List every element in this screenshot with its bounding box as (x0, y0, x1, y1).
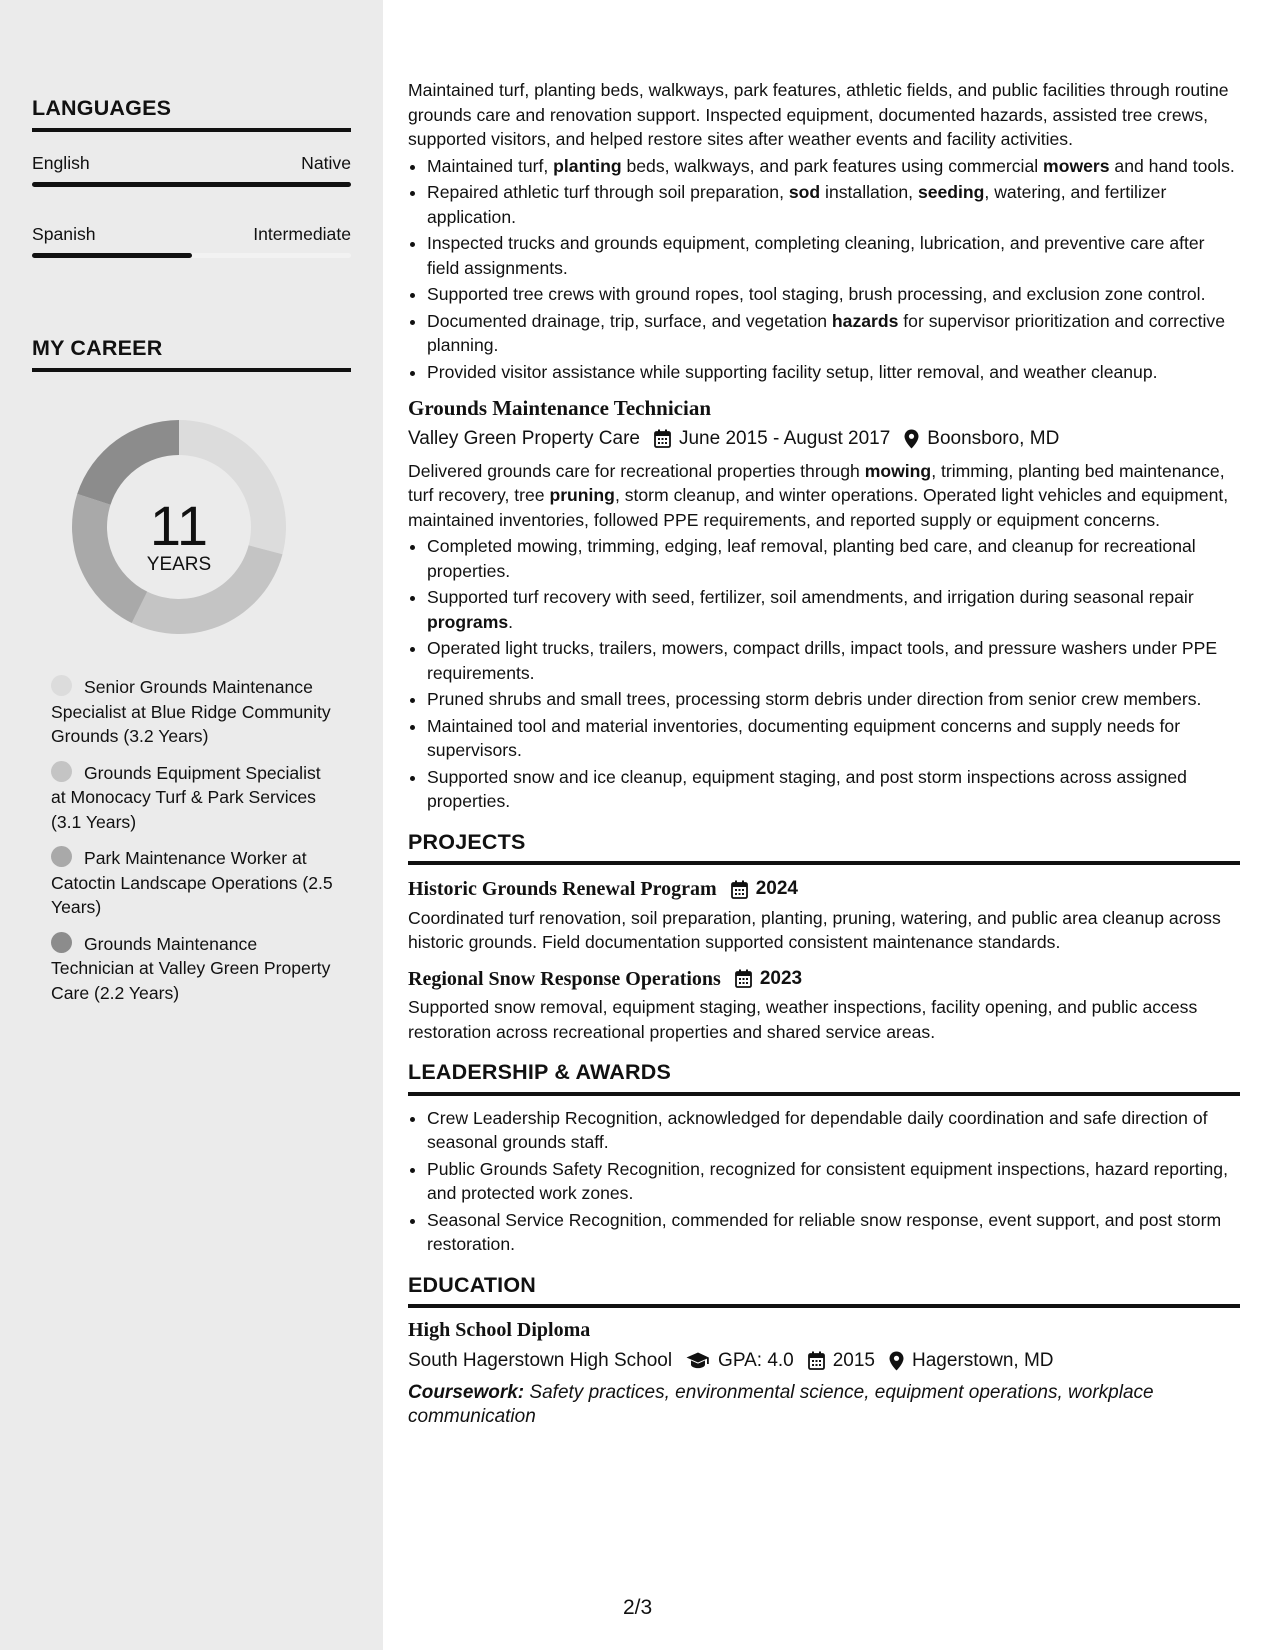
job-company: Valley Green Property Care (408, 427, 640, 449)
graduation-cap-icon (686, 1352, 710, 1369)
career-legend-label: Senior Grounds Maintenance Specialist at Blue Ridge Community Grounds (3.2 Years) (51, 677, 331, 746)
language-proficiency-fill (32, 182, 351, 187)
career-legend-label: Grounds Maintenance Technician at Valley Green Property Care (2.2 Years) (51, 933, 331, 1003)
text-run: Delivered grounds care for recreational properties through (408, 460, 865, 481)
text-run: Inspected trucks and grounds equipment, completing cleaning, lubrication, and preventive care after field assignments. (427, 233, 1205, 278)
education-section (408, 1273, 1240, 1429)
bullet-item (427, 765, 1240, 814)
job-title: Grounds Maintenance Technician (408, 396, 712, 420)
text-run: Supported snow and ice cleanup, equipment staging, and post storm inspections across assigned properties. (427, 766, 1187, 811)
page-number: 2/3 (623, 1596, 653, 1619)
bold-keyword: mowing (864, 460, 932, 481)
coursework-label: Coursework: (408, 1381, 525, 1403)
job-entry (408, 78, 1240, 384)
language-item (32, 152, 351, 187)
donut-segment (77, 420, 179, 505)
project-title: Historic Grounds Renewal Program (408, 878, 717, 900)
text-run: , watering, and fertilizer application. (427, 182, 1167, 227)
bold-keyword: mowers (1043, 155, 1110, 176)
calendar-icon (735, 969, 752, 988)
education-gpa: GPA: 4.0 (718, 1349, 794, 1371)
project-title: Regional Snow Response Operations (408, 967, 721, 990)
calendar-icon (808, 1351, 825, 1370)
text-run: and hand tools. (1109, 155, 1235, 176)
donut-segment (72, 494, 147, 623)
bullet-item (427, 231, 1240, 280)
bullet-item (427, 534, 1240, 583)
bold-keyword: hazards (831, 310, 899, 331)
text-run: . (508, 611, 514, 632)
award-item: • Crew Leadership Recognition, acknowledged for dependable daily coordination and safe direction of seasonal grounds staff. (427, 1106, 1240, 1155)
language-level: Native (301, 153, 351, 173)
text-run: Repaired athletic turf through soil preparation, (427, 182, 789, 202)
language-proficiency-bar (32, 182, 351, 187)
project-year: 2023 (759, 967, 803, 989)
education-year: 2015 (832, 1349, 876, 1371)
career-legend-label: Park Maintenance Worker at Catoctin Landscape Operations (2.5 Years) (51, 848, 333, 917)
text-run: Provided visitor assistance while supporting facility setup, litter removal, and weather cleanup. (427, 361, 1158, 382)
text-run: Completed mowing, trimming, edging, leaf removal, planting bed care, and cleanup for recreational properties. (427, 536, 1196, 581)
project-description: Supported snow removal, equipment staging, weather inspections, facility opening, and public access restoration across recreational properties and shared service areas. (408, 997, 1198, 1042)
language-proficiency-bar (32, 253, 351, 258)
languages-heading: LANGUAGES (32, 96, 351, 132)
projects-section (408, 830, 1240, 1045)
award-item: • Public Grounds Safety Recognition, recognized for consistent equipment inspections, hazard reporting, and protected work zones. (427, 1157, 1240, 1206)
award-item: • Seasonal Service Recognition, commended for reliable snow response, event support, and post storm restoration. (427, 1208, 1240, 1257)
job-summary: Maintained turf, planting beds, walkways, park features, athletic fields, and public facilities through routine grounds care and renovation support. Inspected equipment, documented hazards, assisted tree crews, supported visitors, and helped restore sites after weather events and facility activities. (408, 80, 1229, 149)
job-bullets (408, 154, 1240, 385)
coursework-text: Safety practices, environmental science, equipment operations, workplace communication (408, 1381, 1154, 1427)
project-description: Coordinated turf renovation, soil preparation, planting, pruning, watering, and public area cleanup across historic grounds. Field documentation supported consistent maintenance standards. (408, 907, 1221, 952)
education-degree: High School Diploma (408, 1319, 591, 1341)
projects-heading: PROJECTS (408, 830, 1240, 866)
awards-section (408, 1060, 1240, 1257)
text-run: for supervisor prioritization and corrective planning. (427, 310, 1225, 355)
text-run: , storm cleanup, and winter operations. Operated light vehicles and equipment, maintained inventories, followed PPE requirements, and reported supply or equipment concerns. (408, 485, 1229, 530)
bold-keyword: planting (553, 155, 622, 176)
text-run: Documented drainage, trip, surface, and vegetation (427, 310, 832, 331)
languages-section (32, 96, 351, 258)
location-pin-icon (904, 429, 919, 449)
education-meta (408, 1347, 1240, 1375)
bullet-item (427, 309, 1240, 358)
job-summary (408, 459, 1240, 533)
project-entry (408, 967, 1240, 1045)
project-entry (408, 877, 1240, 955)
career-section (32, 336, 351, 372)
career-total-unit: YEARS (146, 554, 212, 575)
bold-keyword: pruning (549, 485, 615, 505)
bold-keyword: sod (788, 182, 821, 202)
career-heading: MY CAREER (32, 336, 351, 372)
project-year: 2024 (755, 878, 798, 899)
career-legend-item (51, 761, 336, 835)
text-run: Operated light trucks, trailers, mowers, compact drills, impact tools, and pressure washers under PPE requirements. (427, 638, 1218, 683)
career-donut-chart (59, 407, 299, 647)
language-name: English (32, 153, 90, 173)
awards-list (408, 1106, 1240, 1257)
career-legend-item (51, 846, 336, 920)
language-level: Intermediate (253, 224, 351, 244)
career-total-value: 11 (149, 494, 209, 557)
text-run: Supported turf recovery with seed, fertilizer, soil amendments, and irrigation during seasonal repair (427, 587, 1194, 607)
career-legend-item (51, 932, 336, 1006)
job-entry (408, 396, 1240, 814)
education-location: Hagerstown, MD (912, 1349, 1054, 1371)
legend-dot (51, 761, 72, 782)
bullet-item (427, 180, 1240, 229)
language-proficiency-fill (32, 253, 192, 258)
calendar-icon (654, 429, 671, 448)
text-run: Pruned shrubs and small trees, processing storm debris under direction from senior crew members. (427, 689, 1202, 709)
main-content (408, 78, 1240, 1429)
education-coursework (408, 1381, 1240, 1429)
location-pin-icon (889, 1351, 904, 1371)
education-heading: EDUCATION (408, 1273, 1240, 1309)
text-run: Maintained turf, (427, 155, 554, 176)
job-location: Boonsboro, MD (927, 427, 1060, 449)
awards-heading: LEADERSHIP & AWARDS (408, 1060, 1240, 1096)
text-run: beds, walkways, and park features using commercial (621, 155, 1044, 176)
language-name: Spanish (32, 224, 96, 244)
job-meta (408, 425, 1240, 453)
bullet-item (427, 282, 1240, 307)
education-school: South Hagerstown High School (408, 1349, 673, 1371)
bullet-item (427, 360, 1240, 385)
language-item (32, 223, 351, 258)
bullet-item (427, 714, 1240, 763)
bold-keyword: programs (427, 611, 509, 632)
legend-dot (51, 932, 72, 953)
bold-keyword: seeding (917, 182, 985, 202)
bullet-item (427, 687, 1240, 712)
text-run: Supported tree crews with ground ropes, tool staging, brush processing, and exclusion zone control. (427, 284, 1206, 304)
text-run: installation, (820, 182, 918, 202)
text-run: , trimming, planting bed maintenance, turf recovery, tree (408, 460, 1225, 505)
job-bullets (408, 534, 1240, 814)
bullet-item (427, 585, 1240, 634)
career-legend-label: Grounds Equipment Specialist at Monocacy Turf & Park Services (3.1 Years) (51, 762, 321, 832)
text-run: Maintained tool and material inventories, documenting equipment concerns and supply needs for supervisors. (427, 715, 1181, 760)
career-legend (51, 675, 336, 1017)
career-legend-item (51, 675, 336, 749)
legend-dot (51, 675, 72, 696)
job-dates: June 2015 - August 2017 (678, 427, 891, 449)
calendar-icon (731, 880, 748, 899)
bullet-item (427, 154, 1240, 179)
legend-dot (51, 846, 72, 867)
bullet-item (427, 636, 1240, 685)
sidebar (0, 0, 383, 1650)
